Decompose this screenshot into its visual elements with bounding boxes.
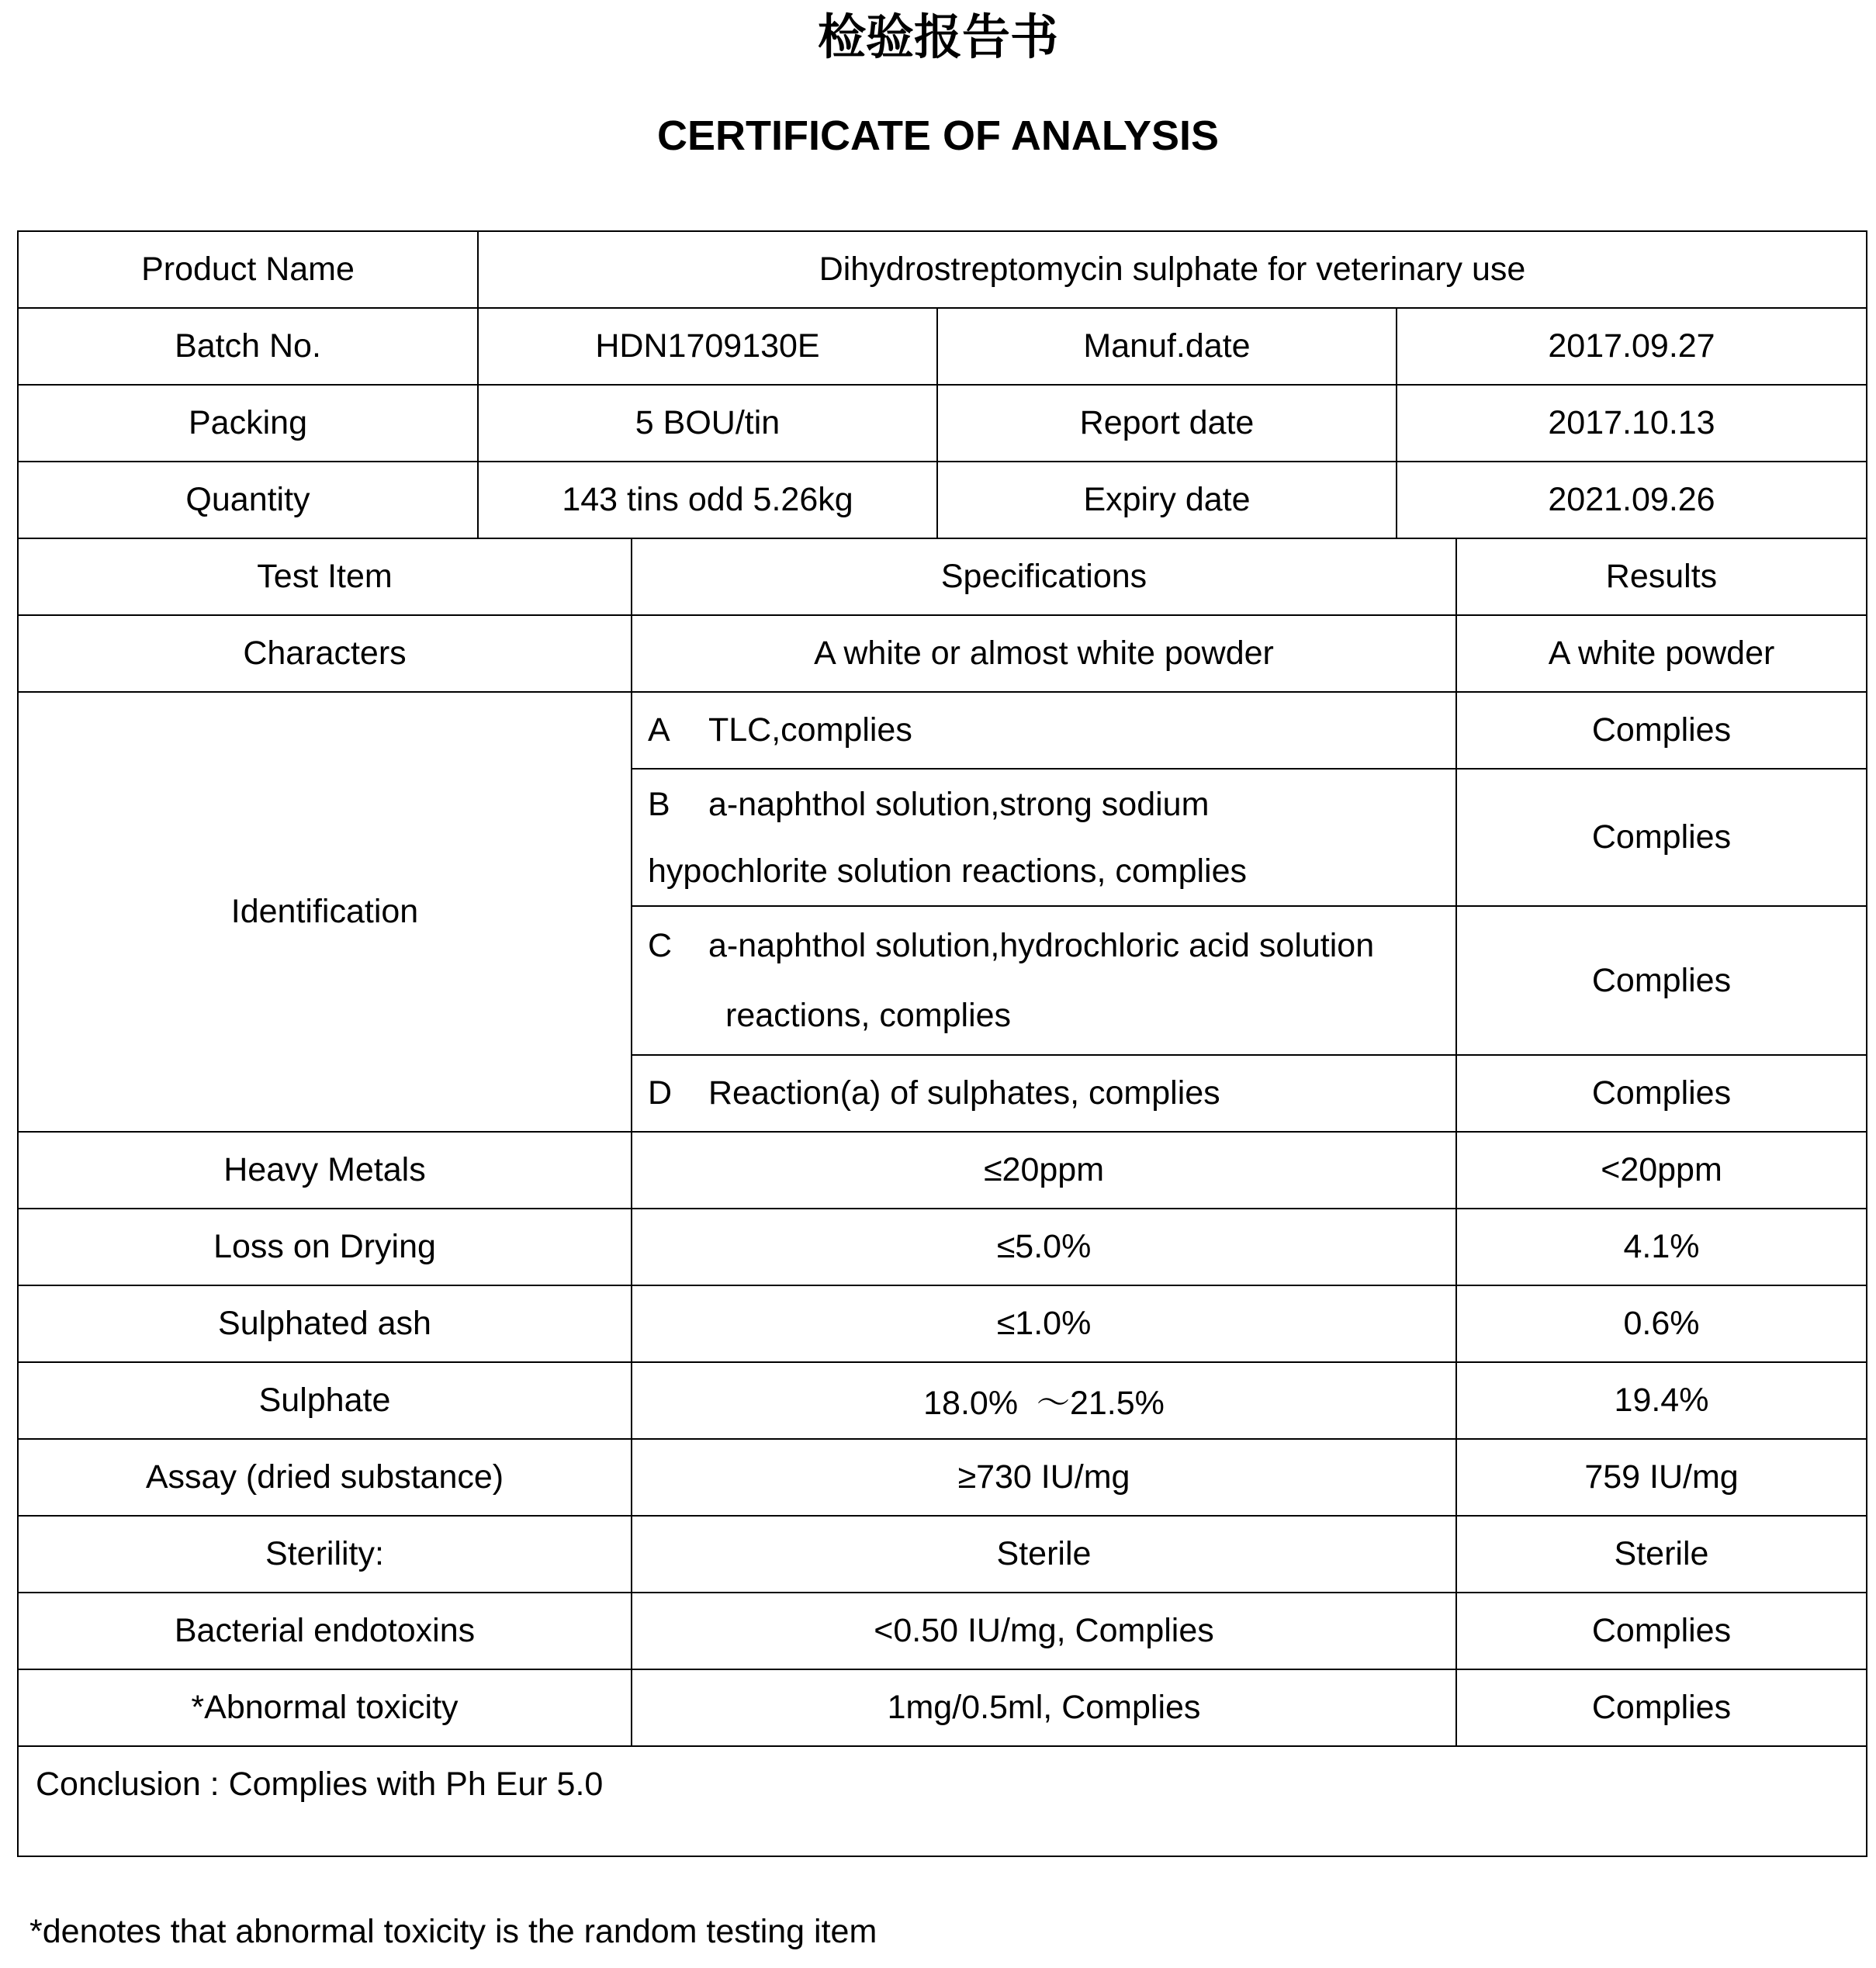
batch-label: Batch No. [19, 308, 478, 385]
table-row [19, 1285, 1866, 1362]
identification-c-spec [632, 906, 1456, 1055]
test-result: 759 IU/mg [1456, 1439, 1866, 1516]
identification-a-letter: A [648, 711, 670, 749]
table-row [19, 1516, 1866, 1593]
certificate-table [17, 230, 1867, 1857]
identification-c-result: Complies [1456, 906, 1866, 1055]
expiry-date-label: Expiry date [937, 462, 1397, 538]
report-date-label: Report date [937, 385, 1397, 462]
product-name-label: Product Name [19, 232, 478, 308]
test-spec: 1mg/0.5ml, Complies [632, 1669, 1456, 1746]
identification-a-result: Complies [1456, 692, 1866, 769]
expiry-date-value: 2021.09.26 [1397, 462, 1866, 538]
test-result: A white powder [1456, 615, 1866, 692]
test-result: 19.4% [1456, 1362, 1866, 1439]
test-spec: 18.0% ～21.5% [632, 1362, 1456, 1439]
quantity-value: 143 tins odd 5.26kg [478, 462, 937, 538]
packing-value: 5 BOU/tin [478, 385, 937, 462]
report-date-value: 2017.10.13 [1397, 385, 1866, 462]
test-item: Bacterial endotoxins [19, 1593, 632, 1669]
page-title: CERTIFICATE OF ANALYSIS [656, 112, 1220, 159]
test-spec: <0.50 IU/mg, Complies [632, 1593, 1456, 1669]
identification-b-letter: B [648, 785, 670, 823]
test-item: *Abnormal toxicity [19, 1669, 632, 1746]
table-row [19, 1593, 1866, 1669]
identification-c-line2: reactions, complies [725, 997, 1012, 1034]
table-row [19, 462, 1866, 538]
manuf-date-label: Manuf.date [937, 308, 1397, 385]
table-row [19, 1209, 1866, 1285]
packing-label: Packing [19, 385, 478, 462]
col-results: Results [1456, 539, 1866, 615]
manuf-date-value: 2017.09.27 [1397, 308, 1866, 385]
conclusion-row [19, 1746, 1866, 1822]
identification-b-result: Complies [1456, 769, 1866, 906]
header-table [19, 232, 1866, 539]
conclusion-text: Conclusion : Complies with Ph Eur 5.0 [19, 1746, 1866, 1822]
tests-table [19, 539, 1866, 1822]
test-result: Complies [1456, 1669, 1866, 1746]
identification-b-spec [632, 769, 1456, 906]
identification-a-text: TLC,complies [708, 711, 912, 749]
product-name-value: Dihydrostreptomycin sulphate for veterinary use [478, 232, 1866, 308]
test-item: Characters [19, 615, 632, 692]
table-row [19, 1669, 1866, 1746]
test-item: Sulphate [19, 1362, 632, 1439]
test-spec: ≥730 IU/mg [632, 1439, 1456, 1516]
identification-c-letter: C [648, 927, 673, 964]
test-item: Assay (dried substance) [19, 1439, 632, 1516]
test-item: Sterility: [19, 1516, 632, 1593]
col-specifications: Specifications [632, 539, 1456, 615]
table-row [19, 692, 1866, 769]
test-spec: Sterile [632, 1516, 1456, 1593]
identification-a-spec [632, 692, 1456, 769]
table-row [19, 1439, 1866, 1516]
test-item: Loss on Drying [19, 1209, 632, 1285]
test-spec: A white or almost white powder [632, 615, 1456, 692]
identification-d-text: Reaction(a) of sulphates, complies [708, 1074, 1220, 1112]
footnote: *denotes that abnormal toxicity is the random testing item [29, 1913, 877, 1950]
table-row [19, 385, 1866, 462]
test-spec: ≤1.0% [632, 1285, 1456, 1362]
batch-value: HDN1709130E [478, 308, 937, 385]
identification-b-line1 [648, 771, 1445, 838]
test-result: Sterile [1456, 1516, 1866, 1593]
identification-d-result: Complies [1456, 1055, 1866, 1132]
test-spec: ≤5.0% [632, 1209, 1456, 1285]
table-row [19, 1132, 1866, 1209]
identification-b-text1: a-naphthol solution,strong sodium [708, 785, 1210, 823]
identification-d-spec [632, 1055, 1456, 1132]
test-item: Sulphated ash [19, 1285, 632, 1362]
table-row [19, 1362, 1866, 1439]
test-result: <20ppm [1456, 1132, 1866, 1209]
identification-d-letter: D [648, 1074, 673, 1112]
test-result: 0.6% [1456, 1285, 1866, 1362]
identification-c-text1: a-naphthol solution,hydrochloric acid solution [708, 927, 1375, 964]
quantity-label: Quantity [19, 462, 478, 538]
test-item: Heavy Metals [19, 1132, 632, 1209]
test-result: Complies [1456, 1593, 1866, 1669]
table-row [19, 308, 1866, 385]
title-chinese: 检验报告书 [817, 9, 1058, 65]
table-row [19, 232, 1866, 308]
col-test-item: Test Item [19, 539, 632, 615]
table-header-row [19, 539, 1866, 615]
test-result: 4.1% [1456, 1209, 1866, 1285]
identification-item: Identification [19, 692, 632, 1132]
identification-c-line1 [648, 911, 1445, 981]
table-row [19, 615, 1866, 692]
identification-b-line2: hypochlorite solution reactions, complies [648, 852, 1248, 890]
test-spec: ≤20ppm [632, 1132, 1456, 1209]
